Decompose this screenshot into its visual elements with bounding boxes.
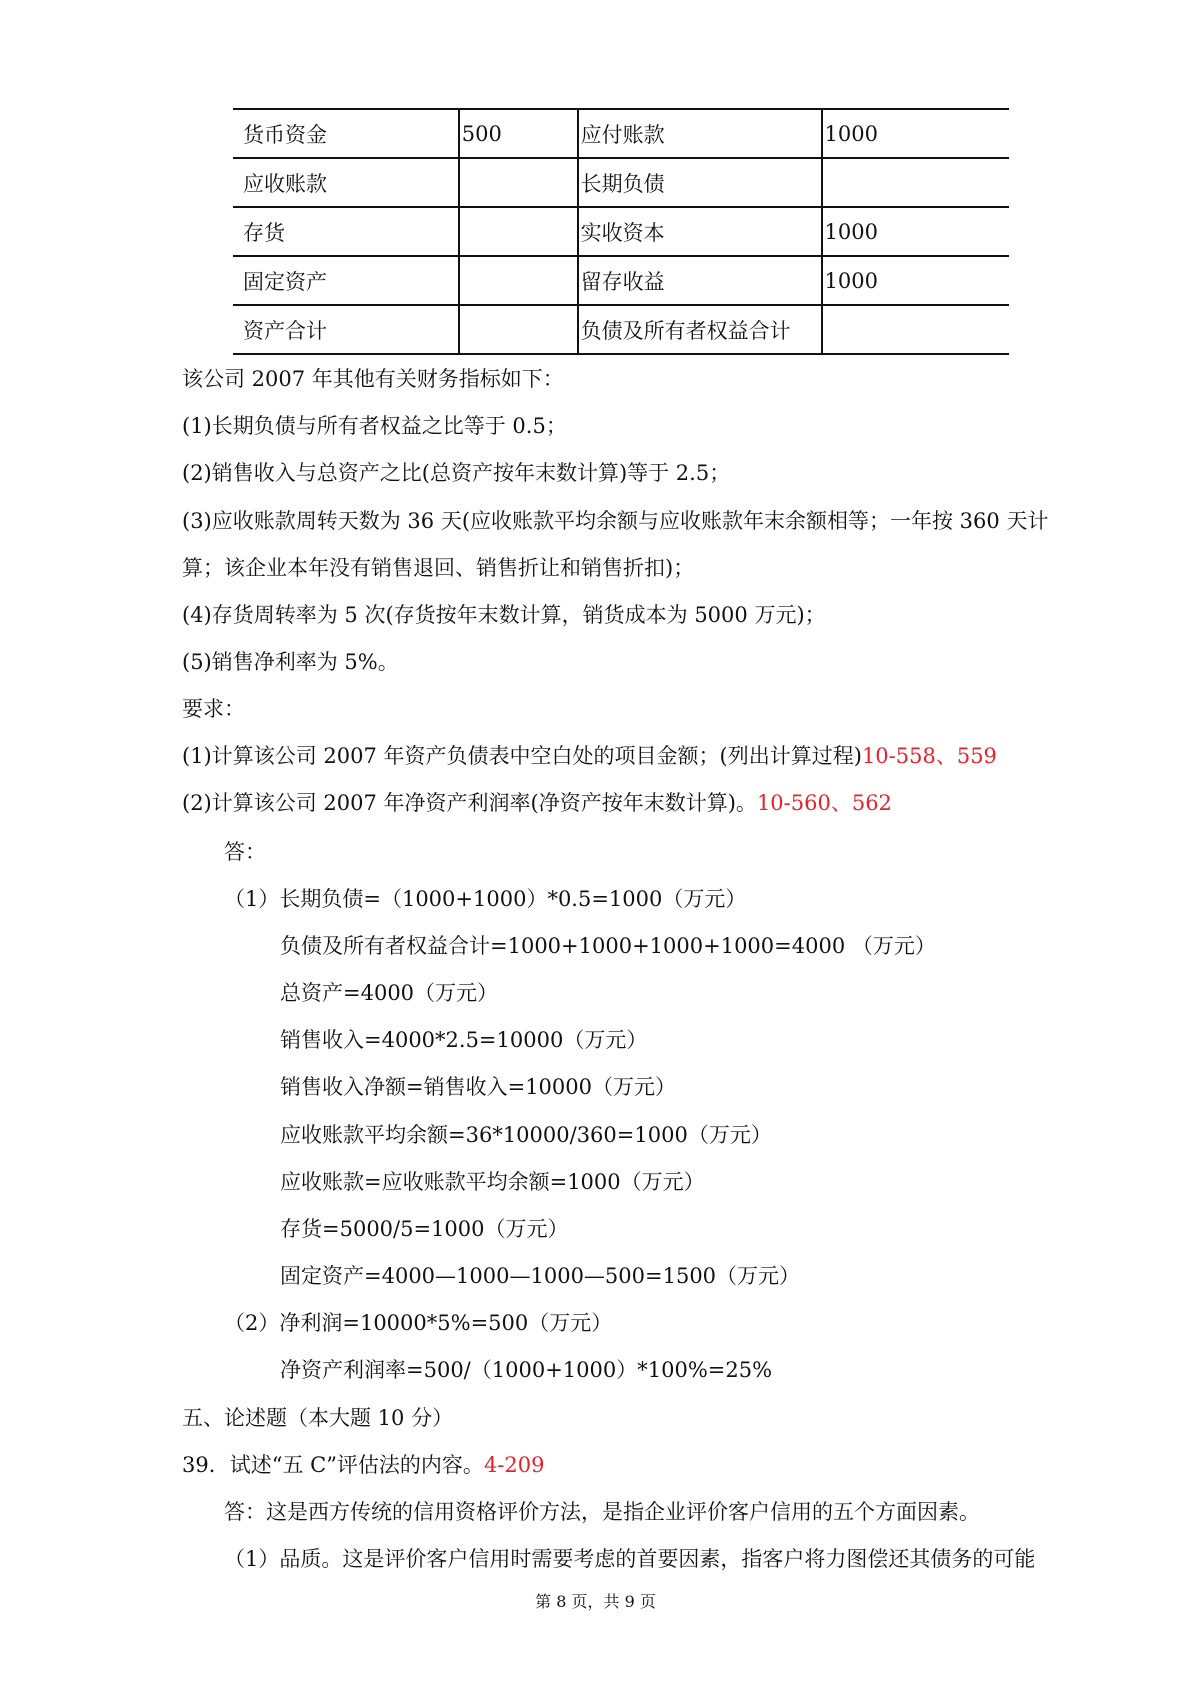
answer-step: 净资产利润率=500/（1000+1000）*100%=25% — [280, 1358, 773, 1382]
answer-step: 负债及所有者权益合计=1000+1000+1000+1000=4000 （万元） — [280, 934, 936, 958]
indicator-2: (2)销售收入与总资产之比(总资产按年末数计算)等于 2.5； — [182, 461, 731, 485]
answer-step: 销售收入净额=销售收入=10000（万元） — [280, 1075, 676, 1099]
question-39-answer: 答：这是西方传统的信用资格评价方法，是指企业评价客户信用的五个方面因素。 — [224, 1500, 980, 1524]
page-reference: 4-209 — [483, 1453, 545, 1477]
asset-value: 500 — [459, 109, 578, 158]
table-row — [233, 109, 1009, 158]
answer-step: 应收账款平均余额=36*10000/360=1000（万元） — [280, 1123, 772, 1147]
requirement-1-text: (1)计算该公司 2007 年资产负债表中空白处的项目金额；(列出计算过程) — [182, 744, 862, 768]
asset-label: 存货 — [233, 207, 459, 256]
asset-value — [459, 305, 578, 354]
answer-step: 固定资产=4000—1000—1000—500=1500（万元） — [280, 1264, 801, 1288]
liability-value: 1000 — [822, 109, 1009, 158]
liability-label: 留存收益 — [578, 256, 822, 305]
liability-label: 实收资本 — [578, 207, 822, 256]
liability-value — [822, 158, 1009, 207]
question-39-text: 39．试述“五 C”评估法的内容。 — [182, 1453, 484, 1477]
asset-label: 固定资产 — [233, 256, 459, 305]
section-heading: 五、论述题（本大题 10 分） — [182, 1406, 454, 1430]
asset-value — [459, 158, 578, 207]
question-39 — [182, 1451, 544, 1479]
answer-step: 存货=5000/5=1000（万元） — [280, 1217, 569, 1241]
asset-label: 资产合计 — [233, 305, 459, 354]
liability-value: 1000 — [822, 256, 1009, 305]
table-row — [233, 207, 1009, 256]
page-reference: 10-558、559 — [861, 744, 997, 768]
liability-label: 负债及所有者权益合计 — [578, 305, 822, 354]
liability-label: 长期负债 — [578, 158, 822, 207]
answer-step: 总资产=4000（万元） — [280, 981, 499, 1005]
answer-label: 答： — [224, 840, 266, 864]
requirement-1 — [182, 742, 997, 770]
asset-label: 货币资金 — [233, 109, 459, 158]
requirement-2 — [182, 789, 892, 817]
answer-step: （1）长期负债=（1000+1000）*0.5=1000（万元） — [224, 887, 747, 911]
answer-step: （2）净利润=10000*5%=500（万元） — [224, 1311, 613, 1335]
balance-sheet-table — [233, 108, 1009, 355]
page-footer: 第 8 页，共 9 页 — [535, 1592, 656, 1611]
page-reference: 10-560、562 — [756, 791, 892, 815]
answer-step: 应收账款=应收账款平均余额=1000（万元） — [280, 1170, 705, 1194]
table-row — [233, 158, 1009, 207]
table-row — [233, 305, 1009, 354]
indicator-1: (1)长期负债与所有者权益之比等于 0.5； — [182, 414, 567, 438]
indicator-3: (3)应收账款周转天数为 36 天(应收账款平均余额与应收账款年末余额相等；一年按 360 天计 — [182, 509, 1049, 533]
requirement-2-text: (2)计算该公司 2007 年净资产利润率(净资产按年末数计算)。 — [182, 791, 757, 815]
asset-value — [459, 256, 578, 305]
table-row — [233, 256, 1009, 305]
question-39-point-1: （1）品质。这是评价客户信用时需要考虑的首要因素，指客户将力图偿还其债务的可能 — [224, 1547, 1036, 1571]
asset-value — [459, 207, 578, 256]
liability-value: 1000 — [822, 207, 1009, 256]
answer-step: 销售收入=4000*2.5=10000（万元） — [280, 1028, 648, 1052]
intro-text: 该公司 2007 年其他有关财务指标如下： — [182, 367, 564, 391]
indicator-5: (5)销售净利率为 5%。 — [182, 650, 399, 674]
indicator-3-cont: 算；该企业本年没有销售退回、销售折让和销售折扣)； — [182, 556, 695, 580]
liability-value — [822, 305, 1009, 354]
requirements-heading: 要求： — [182, 697, 245, 721]
liability-label: 应付账款 — [578, 109, 822, 158]
indicator-4: (4)存货周转率为 5 次(存货按年末数计算，销货成本为 5000 万元)； — [182, 603, 826, 627]
asset-label: 应收账款 — [233, 158, 459, 207]
